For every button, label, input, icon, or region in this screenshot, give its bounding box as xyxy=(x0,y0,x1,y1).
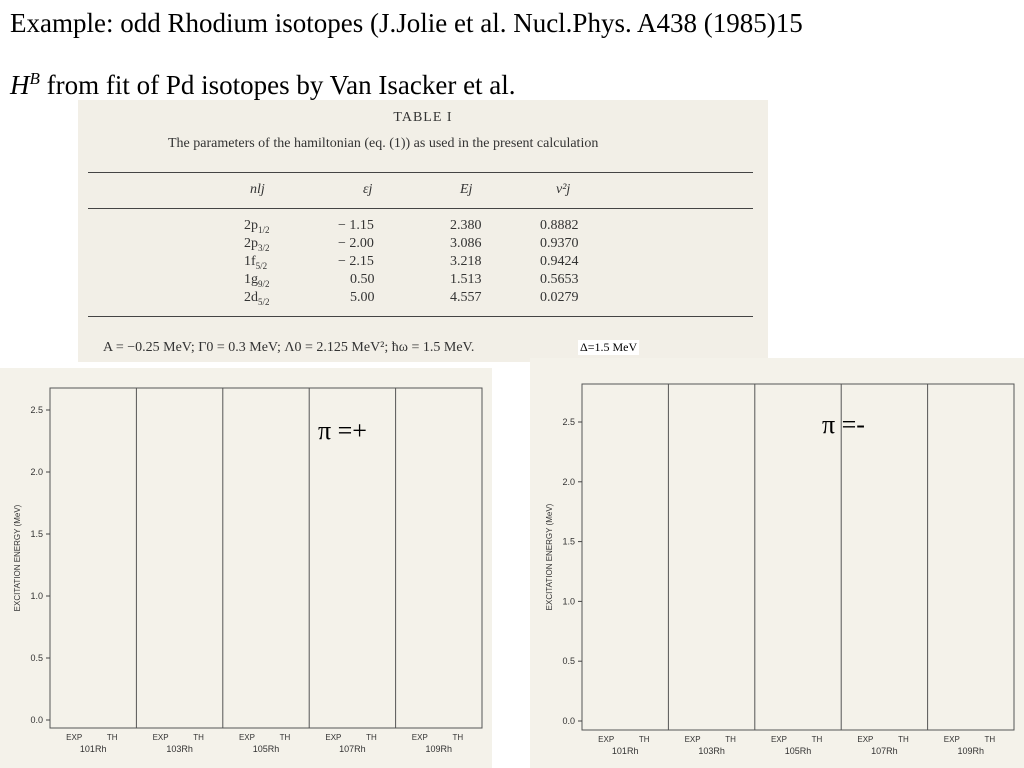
row-eps: − 1.15 xyxy=(338,218,374,233)
isotope-label: 103Rh xyxy=(698,746,725,756)
y-tick-label: 2.5 xyxy=(562,417,575,427)
row-nlj: $2d_{5/2}$ xyxy=(244,290,270,307)
positive-parity-level-scheme xyxy=(0,368,492,768)
isotope-label: 103Rh xyxy=(166,744,193,754)
th-column-label: TH xyxy=(898,735,909,744)
exp-column-label: EXP xyxy=(411,733,428,742)
y-axis-label: EXCITATION ENERGY (MeV) xyxy=(545,503,554,611)
table-bottom-rule xyxy=(88,316,753,317)
negative-parity-label: π =- xyxy=(822,410,865,439)
row-E: 3.086 xyxy=(450,236,482,251)
row-nlj: $2p_{3/2}$ xyxy=(244,236,270,253)
row-v2: 0.5653 xyxy=(540,272,579,287)
y-tick-label: 1.0 xyxy=(562,596,575,607)
row-E: 2.380 xyxy=(450,218,482,233)
row-nlj: $2p_{1/2}$ xyxy=(244,218,270,235)
th-column-label: TH xyxy=(193,733,204,742)
th-column-label: TH xyxy=(366,733,377,742)
subtitle-text: from fit of Pd isotopes by Van Isacker et al. xyxy=(39,70,516,100)
exp-column-label: EXP xyxy=(857,735,874,744)
exp-column-label: EXP xyxy=(770,735,787,744)
row-eps: − 2.15 xyxy=(338,254,374,269)
y-tick-label: 1.5 xyxy=(30,529,43,539)
exp-column-label: EXP xyxy=(943,735,960,744)
table-caption: The parameters of the hamiltonian (eq. (1)) as used in the present calculation xyxy=(168,136,599,151)
isotope-label: 109Rh xyxy=(957,746,985,756)
isotope-label: 107Rh xyxy=(339,744,366,754)
table-parameters: A = −0.25 MeV; Γ0 = 0.3 MeV; Λ0 = 2.125 MeV²; ħω = 1.5 MeV. xyxy=(103,340,475,355)
positive-parity-label: π =+ xyxy=(318,416,367,445)
y-tick-label: 0.5 xyxy=(30,653,43,663)
th-column-label: TH xyxy=(984,735,996,744)
plot-frame xyxy=(50,388,482,728)
row-v2: 0.8882 xyxy=(540,218,579,233)
exp-column-label: EXP xyxy=(238,733,255,742)
y-tick-label: 2.5 xyxy=(30,405,43,415)
negative-parity-svg xyxy=(530,358,1024,768)
isotope-label: 109Rh xyxy=(425,744,453,754)
col-header-E: Ej xyxy=(460,182,473,197)
exp-column-label: EXP xyxy=(684,735,701,744)
row-v2: 0.9370 xyxy=(540,236,579,251)
row-eps: − 2.00 xyxy=(338,236,374,251)
hamiltonian-superscript: B xyxy=(29,69,40,88)
row-nlj: $1f_{5/2}$ xyxy=(244,254,268,271)
th-column-label: TH xyxy=(725,735,736,744)
exp-column-label: EXP xyxy=(598,735,615,744)
row-E: 1.513 xyxy=(450,272,482,287)
table-mid-rule xyxy=(88,208,753,209)
table-title: TABLE I xyxy=(393,110,453,125)
table-top-rule xyxy=(88,172,753,173)
th-column-label: TH xyxy=(106,733,118,742)
th-column-label: TH xyxy=(811,735,823,744)
row-E: 3.218 xyxy=(450,254,482,269)
isotope-label: 107Rh xyxy=(871,746,898,756)
parameter-table-scan xyxy=(78,100,768,362)
th-column-label: TH xyxy=(452,733,464,742)
isotope-label: 105Rh xyxy=(252,744,280,754)
hamiltonian-symbol: H xyxy=(10,70,30,100)
row-v2: 0.0279 xyxy=(540,290,579,305)
exp-column-label: EXP xyxy=(66,733,83,742)
y-tick-label: 1.0 xyxy=(30,591,43,601)
isotope-label: 105Rh xyxy=(784,746,812,756)
exp-column-label: EXP xyxy=(152,733,169,742)
col-header-nlj: nlj xyxy=(250,182,265,197)
plot-frame xyxy=(582,384,1014,730)
negative-parity-level-scheme xyxy=(530,358,1024,768)
y-tick-label: 0.5 xyxy=(562,656,575,667)
th-column-label: TH xyxy=(638,735,650,744)
y-tick-label: 1.5 xyxy=(562,536,575,547)
isotope-label: 101Rh xyxy=(79,744,107,754)
positive-parity-svg xyxy=(0,368,492,768)
row-nlj: $1g_{9/2}$ xyxy=(244,272,270,289)
delta-note: Δ=1.5 MeV xyxy=(580,340,638,354)
isotope-label: 101Rh xyxy=(611,746,639,756)
col-header-eps: εj xyxy=(363,182,373,197)
row-eps: 0.50 xyxy=(350,272,375,287)
row-eps: 5.00 xyxy=(350,290,375,305)
row-E: 4.557 xyxy=(450,290,482,305)
y-tick-label: 0.0 xyxy=(30,715,43,725)
slide-title-line: Example: odd Rhodium isotopes (J.Jolie et al. Nucl.Phys. A438 (1985)15 xyxy=(10,8,803,38)
y-axis-label: EXCITATION ENERGY (MeV) xyxy=(13,504,22,612)
col-header-v2: v²j xyxy=(556,182,571,197)
y-tick-label: 0.0 xyxy=(562,716,575,726)
y-tick-label: 2.0 xyxy=(30,467,43,477)
row-v2: 0.9424 xyxy=(540,254,579,269)
y-tick-label: 2.0 xyxy=(562,476,575,487)
exp-column-label: EXP xyxy=(325,733,342,742)
th-column-label: TH xyxy=(279,733,291,742)
slide-subtitle-line xyxy=(10,70,516,101)
